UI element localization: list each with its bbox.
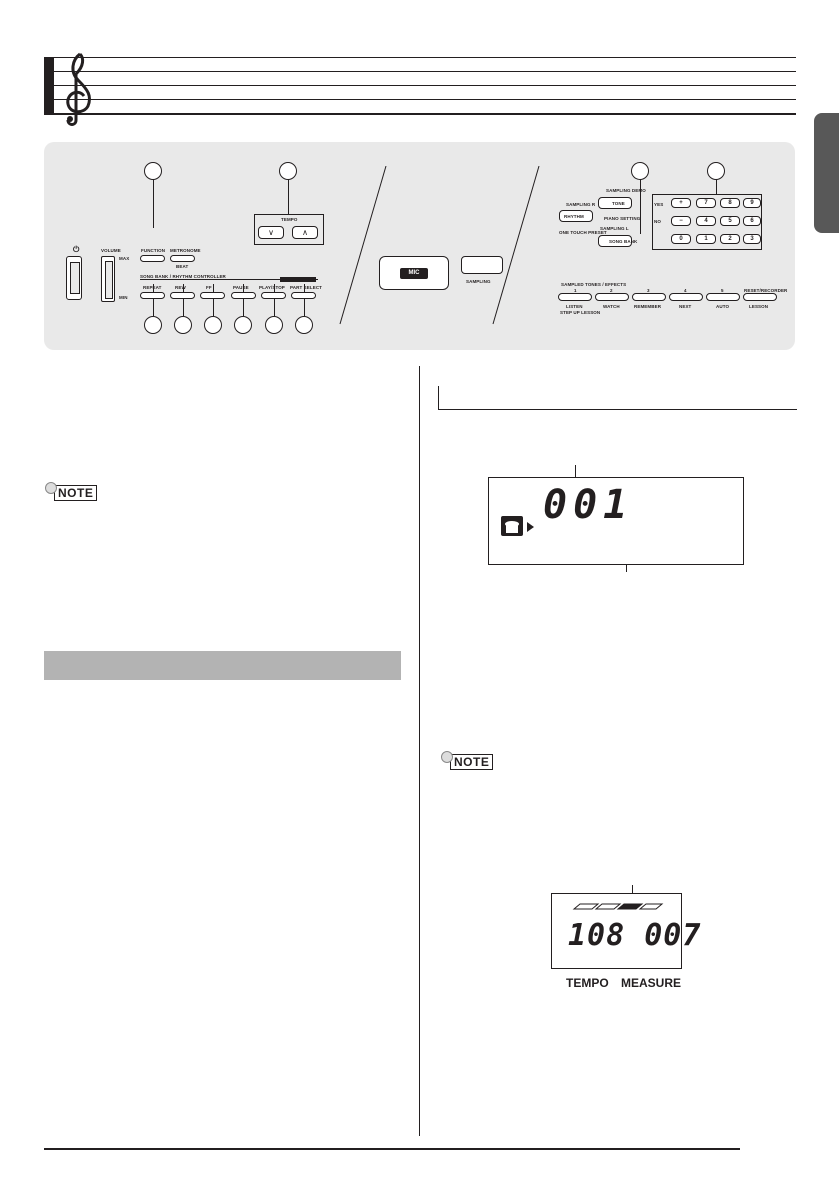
numpad-minus[interactable]: − xyxy=(671,216,691,226)
numpad-plus[interactable]: + xyxy=(671,198,691,208)
subsection-rule xyxy=(438,409,797,410)
metronome-label: METRONOME xyxy=(170,248,201,253)
watch-label: WATCH xyxy=(603,304,620,309)
note-bulb-icon xyxy=(45,482,57,494)
lesson-number-2: 2 xyxy=(610,288,613,293)
part-select-button[interactable] xyxy=(291,292,316,299)
yes-label: YES xyxy=(654,202,664,207)
repeat-label: REPEAT xyxy=(143,285,162,290)
power-icon: ⏻ xyxy=(73,245,80,254)
note-bulb-icon xyxy=(441,751,453,763)
volume-slider-track xyxy=(105,261,113,299)
keyboard-panel-illustration xyxy=(44,142,795,350)
callout-line xyxy=(288,178,289,214)
sampled-tones-label: SAMPLED TONES / EFFECTS xyxy=(561,282,627,287)
staff-line xyxy=(54,57,796,58)
piano-setting-label: PIANO SETTING xyxy=(604,216,641,221)
note-label: NOTE xyxy=(450,754,493,770)
lesson-button-1[interactable] xyxy=(558,293,592,301)
power-switch xyxy=(70,262,80,294)
rhythm-drum-icon xyxy=(501,516,541,538)
numpad-4[interactable]: 4 xyxy=(696,216,716,226)
tempo-measure-display: 108 007 xyxy=(568,918,702,953)
lesson-button-2[interactable] xyxy=(595,293,629,301)
callout-line xyxy=(640,178,641,234)
tempo-down-button[interactable]: ∨ xyxy=(258,226,284,239)
power-button[interactable] xyxy=(66,256,82,300)
column-divider xyxy=(419,366,420,1136)
lesson-number-5: 5 xyxy=(721,288,724,293)
tempo-up-button[interactable]: ∧ xyxy=(292,226,318,239)
treble-clef-icon xyxy=(58,50,98,128)
ff-label: FF xyxy=(206,285,212,290)
callout-circle xyxy=(174,316,192,334)
one-touch-preset-label: ONE TOUCH PRESET xyxy=(559,230,607,235)
language-tab xyxy=(814,113,839,233)
lesson-button-4[interactable] xyxy=(669,293,703,301)
callout-line xyxy=(213,284,214,316)
lcd-display-tempo xyxy=(551,893,702,969)
mic-label: MIC xyxy=(400,268,428,279)
play-stop-button[interactable] xyxy=(261,292,286,299)
panel-divider-left xyxy=(334,166,394,326)
repeat-button[interactable] xyxy=(140,292,165,299)
lesson-button-3[interactable] xyxy=(632,293,666,301)
step-up-lesson-label: STEP UP LESSON xyxy=(560,310,601,315)
tempo-label: TEMPO xyxy=(281,217,298,222)
tone-label: TONE xyxy=(612,201,625,206)
staff-line xyxy=(54,113,796,115)
callout-circle xyxy=(295,316,313,334)
pause-button[interactable] xyxy=(231,292,256,299)
lesson-label: LESSON xyxy=(749,304,769,309)
no-label: NO xyxy=(654,219,661,224)
lesson-number-3: 3 xyxy=(647,288,650,293)
beat-indicator-icon xyxy=(572,903,664,911)
song-bank-controller-label: SONG BANK / RHYTHM CONTROLLER xyxy=(140,274,226,279)
volume-label: VOLUME xyxy=(101,248,121,253)
remember-label: REMEMBER xyxy=(634,304,662,309)
numpad-6[interactable]: 6 xyxy=(743,216,761,226)
callout-circle xyxy=(234,316,252,334)
function-button[interactable] xyxy=(140,255,165,262)
callout-circle xyxy=(144,316,162,334)
lesson-number-1: 1 xyxy=(574,288,577,293)
beat-label: BEAT xyxy=(176,264,189,269)
sampling-r-label: SAMPLING R xyxy=(566,202,596,207)
numpad-5[interactable]: 5 xyxy=(720,216,740,226)
numpad-9[interactable]: 9 xyxy=(743,198,761,208)
controller-tag xyxy=(280,277,316,282)
song-bank-label: SONG BANK xyxy=(609,239,638,244)
sampling-l-label: SAMPLING L xyxy=(600,226,629,231)
function-label: FUNCTION xyxy=(141,248,166,253)
callout-circle xyxy=(707,162,725,180)
song-bank-button[interactable] xyxy=(598,235,638,247)
lesson-number-4: 4 xyxy=(684,288,687,293)
pause-label: PAUSE xyxy=(233,285,249,290)
rhythm-label: RHYTHM xyxy=(564,214,584,219)
tone-button[interactable] xyxy=(598,197,632,209)
mic-grille xyxy=(379,256,449,290)
note-badge xyxy=(45,484,97,502)
callout-line xyxy=(153,178,154,228)
volume-slider[interactable] xyxy=(101,256,115,302)
note-badge xyxy=(441,753,493,771)
lesson-button-6[interactable] xyxy=(743,293,777,301)
staff-line xyxy=(54,85,796,86)
sampling-demo-label: SAMPLING DEMO xyxy=(606,188,646,193)
staff-bar xyxy=(44,57,54,115)
callout-circle xyxy=(144,162,162,180)
sampling-button[interactable] xyxy=(461,256,503,274)
volume-max-label: MAX xyxy=(119,256,130,261)
rew-button[interactable] xyxy=(170,292,195,299)
listen-label: LISTEN xyxy=(566,304,583,309)
staff-line xyxy=(54,71,796,72)
callout-line xyxy=(716,178,717,194)
rhythm-number-display: 001 xyxy=(543,482,634,528)
numpad-3[interactable]: 3 xyxy=(743,234,761,244)
panel-divider-right xyxy=(489,166,549,326)
subsection-rule xyxy=(438,386,439,410)
next-label: NEXT xyxy=(679,304,692,309)
section-heading-bar xyxy=(44,651,401,680)
numpad-7[interactable]: 7 xyxy=(696,198,716,208)
lesson-rec-label: RESET/RECORDER xyxy=(744,288,788,293)
footer-rule xyxy=(44,1148,740,1150)
staff-line xyxy=(54,99,796,100)
measure-caption: MEASURE xyxy=(621,976,682,990)
callout-circle xyxy=(265,316,283,334)
ff-button[interactable] xyxy=(200,292,225,299)
lcd-display-rhythm xyxy=(488,477,744,565)
volume-min-label: MIN xyxy=(119,295,128,300)
callout-circle xyxy=(204,316,222,334)
rhythm-button[interactable] xyxy=(559,210,593,222)
lesson-button-5[interactable] xyxy=(706,293,740,301)
sampling-label: SAMPLING xyxy=(466,279,491,284)
metronome-button[interactable] xyxy=(170,255,195,262)
part-select-label: PART SELECT xyxy=(290,285,323,290)
auto-label: AUTO xyxy=(716,304,730,309)
numpad-8[interactable]: 8 xyxy=(720,198,740,208)
numpad-0[interactable]: 0 xyxy=(671,234,691,244)
play-stop-label: PLAY/STOP xyxy=(259,285,285,290)
numpad-1[interactable]: 1 xyxy=(696,234,716,244)
note-label: NOTE xyxy=(54,485,97,501)
tempo-caption: TEMPO xyxy=(566,976,609,990)
numpad-2[interactable]: 2 xyxy=(720,234,740,244)
callout-circle xyxy=(631,162,649,180)
callout-circle xyxy=(279,162,297,180)
rew-label: REW xyxy=(175,285,186,290)
